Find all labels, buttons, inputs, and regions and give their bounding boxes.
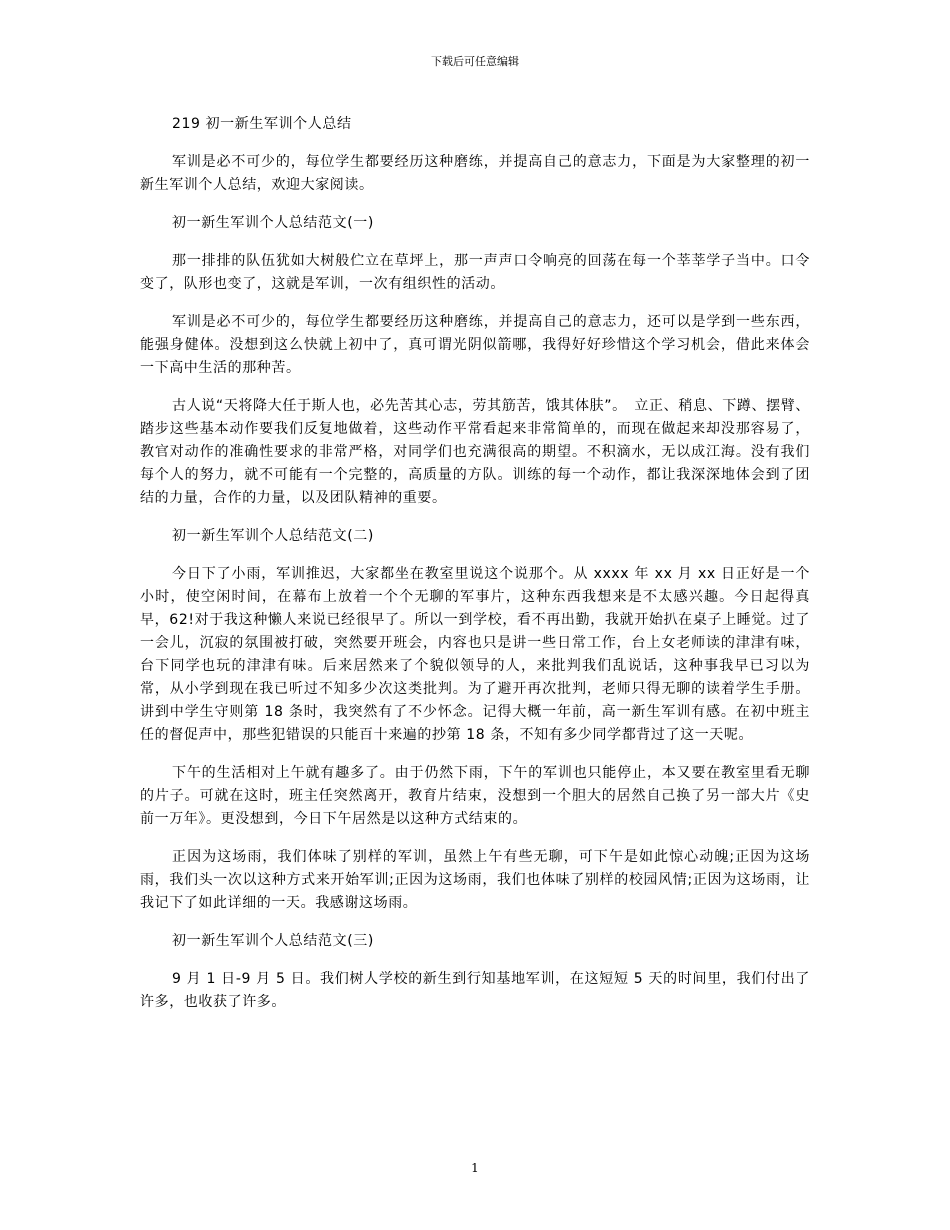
section-heading-3: 初一新生军训个人总结范文(三) (172, 933, 374, 949)
paragraph: 9 月 1 日-9 月 5 日。我们树人学校的新生到行知基地军训，在这短短 5 天的时间里，我们付出了许多，也收获了许多。 (140, 971, 810, 1010)
paragraph: 今日下了小雨，军训推迟，大家都坐在教室里说这个说那个。从 xxxx 年 xx 月 xx 日正好是一个小时，使空闲时间，在幕布上放着一个个无聊的军事片，这种东西我想来是不太感兴趣。今日起得真早，62!对于我这种懒人来说已经很早了。所以一到学校，看不再出勤，我就开始扒在桌子上睡觉。过了一会儿，沉寂的氛围被打破，突然要开班会，内容也只是讲一些日常工作，台上女老师读的津津有味，台下同学也玩的津津有味。后来居然来了个貌似领导的人，来批判我们乱说话，这种事我早已习以为常，从小学到现在我已听过不知多少次这类批判。为了避开再次批判，老师只得无聊的读着学生手册。讲到中学生守则第 18 条时，我突然有了不少怀念。记得大概一年前，高一新生军训有感。在初中班主任的督促声中，那些犯错误的只能百十来遍的抄第 18 条，不知有多少同学都背过了这一天呢。 (140, 566, 810, 743)
section-heading-1: 初一新生军训个人总结范文(一) (172, 215, 374, 231)
document-body (140, 113, 810, 1029)
header-note: 下载后可任意编辑 (431, 55, 519, 68)
paragraph: 那一排排的队伍犹如大树般伫立在草坪上，那一声声口令响亮的回荡在每一个莘莘学子当中。口令变了，队形也变了，这就是军训，一次有组织性的活动。 (140, 253, 810, 292)
document-title: 219 初一新生军训个人总结 (172, 116, 352, 132)
section-heading-2: 初一新生军训个人总结范文(二) (172, 528, 374, 544)
page-number: 1 (471, 1161, 479, 1175)
paragraph: 正因为这场雨，我们体味了别样的军训，虽然上午有些无聊，可下午是如此惊心动魄;正因为这场雨，我们头一次以这种方式来开始军训;正因为这场雨，我们也体味了别样的校园风情;正因为这场雨，让我记下了如此详细的一天。我感谢这场雨。 (140, 849, 810, 911)
paragraph: 古人说“天将降大任于斯人也，必先苦其心志，劳其筋苦，饿其体肤”。 立正、稍息、下蹲、摆臂、踏步这些基本动作要我们反复地做着，这些动作平常看起来非常简单的，而现在做起来却没那容易了，教官对动作的准确性要求的非常严格，对同学们也充满很高的期望。不积滴水，无以成江海。没有我们每个人的努力，就不可能有一个完整的，高质量的方队。训练的每一个动作，都让我深深地体会到了团结的力量，合作的力量，以及团队精神的重要。 (140, 398, 810, 506)
paragraph: 军训是必不可少的，每位学生都要经历这种磨练，并提高自己的意志力，还可以是学到一些东西，能强身健体。没想到这么快就上初中了，真可谓光阴似箭哪，我得好好珍惜这个学习机会，借此来体会一下高中生活的那种苦。 (140, 314, 810, 376)
paragraph: 下午的生活相对上午就有趣多了。由于仍然下雨，下午的军训也只能停止，本又要在教室里看无聊的片子。可就在这时，班主任突然离开，教育片结束，没想到一个胆大的居然自己换了另一部大片《史前一万年》。更没想到，今日下午居然是以这种方式结束的。 (140, 765, 810, 827)
paragraph-intro: 军训是必不可少的，每位学生都要经历这种磨练，并提高自己的意志力，下面是为大家整理的初一新生军训个人总结，欢迎大家阅读。 (140, 154, 810, 193)
